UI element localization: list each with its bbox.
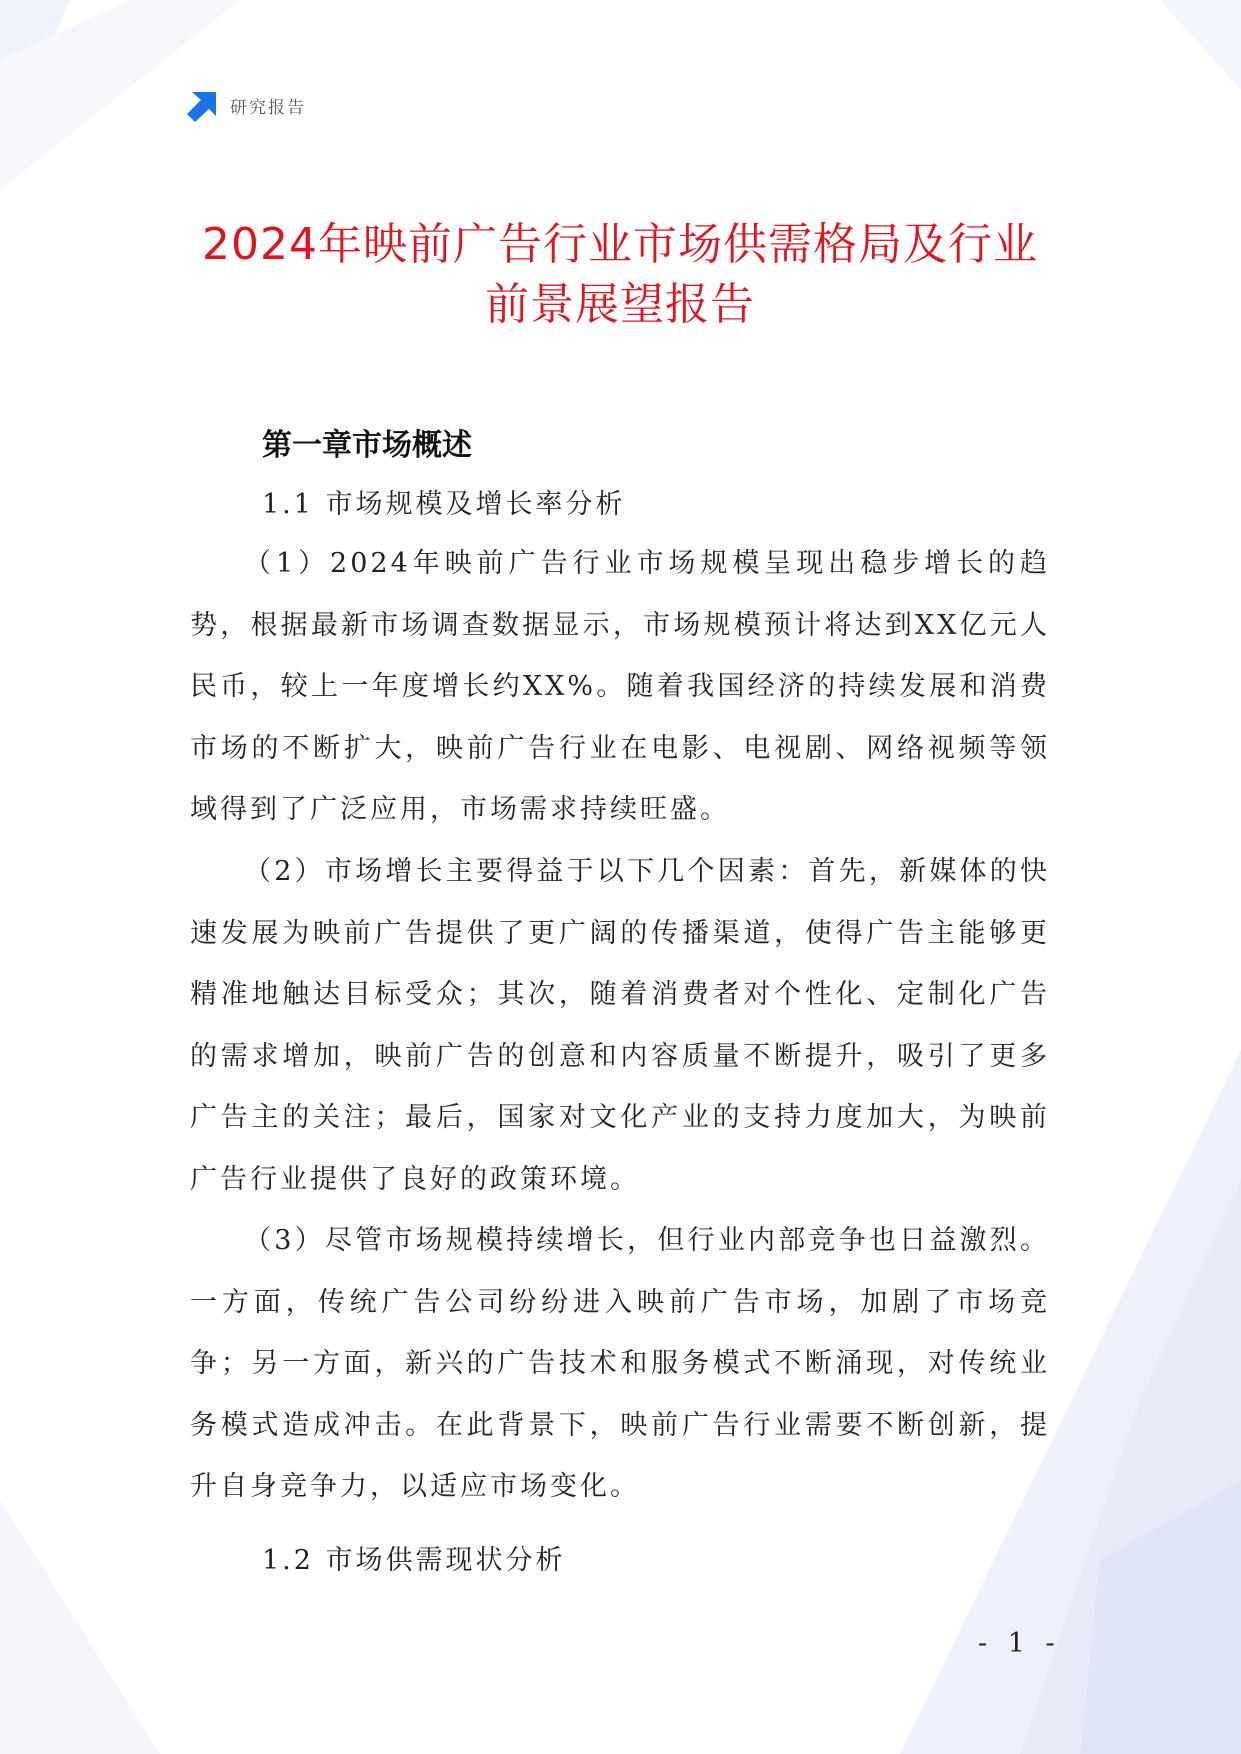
section-heading-1-1: 1.1 市场规模及增长率分析 (262, 489, 626, 520)
paragraph-1: （1）2024年映前广告行业市场规模呈现出稳步增长的趋势，根据最新市场调查数据显示，市场规模预计将达到XX亿元人民币，较上一年度增长约XX%。随着我国经济的持续发展和消费市场的不断扩大，映前广告行业在电影、电视剧、网络视频等领域得到了广泛应用，市场需求持续旺盛。 (190, 548, 1050, 825)
report-title (180, 215, 1060, 335)
section-heading-1-2: 1.2 市场供需现状分析 (262, 1545, 566, 1576)
chapter-heading: 第一章市场概述 (262, 428, 472, 463)
brand-label: 研究报告 (230, 97, 306, 118)
page-number: - 1 - (978, 1628, 1061, 1659)
title-line-1: 2024年映前广告行业市场供需格局及行业 (202, 219, 1038, 270)
paragraph-3: （3）尽管市场规模持续增长，但行业内部竞争也日益激烈。一方面，传统广告公司纷纷进入映前广告市场，加剧了市场竞争；另一方面，新兴的广告技术和服务模式不断涌现，对传统业务模式造成冲击。在此背景下，映前广告行业需要不断创新，提升自身竞争力，以适应市场变化。 (190, 1225, 1050, 1502)
title-line-2: 前景展望报告 (485, 279, 755, 330)
paragraph-2: （2）市场增长主要得益于以下几个因素：首先，新媒体的快速发展为映前广告提供了更广阔的传播渠道，使得广告主能够更精准地触达目标受众；其次，随着消费者对个性化、定制化广告的需求增加，映前广告的创意和内容质量不断提升，吸引了更多广告主的关注；最后，国家对文化产业的支持力度加大，为映前广告行业提供了良好的政策环境。 (190, 856, 1050, 1195)
arrow-up-right-icon (186, 88, 220, 122)
report-brand (186, 88, 306, 122)
